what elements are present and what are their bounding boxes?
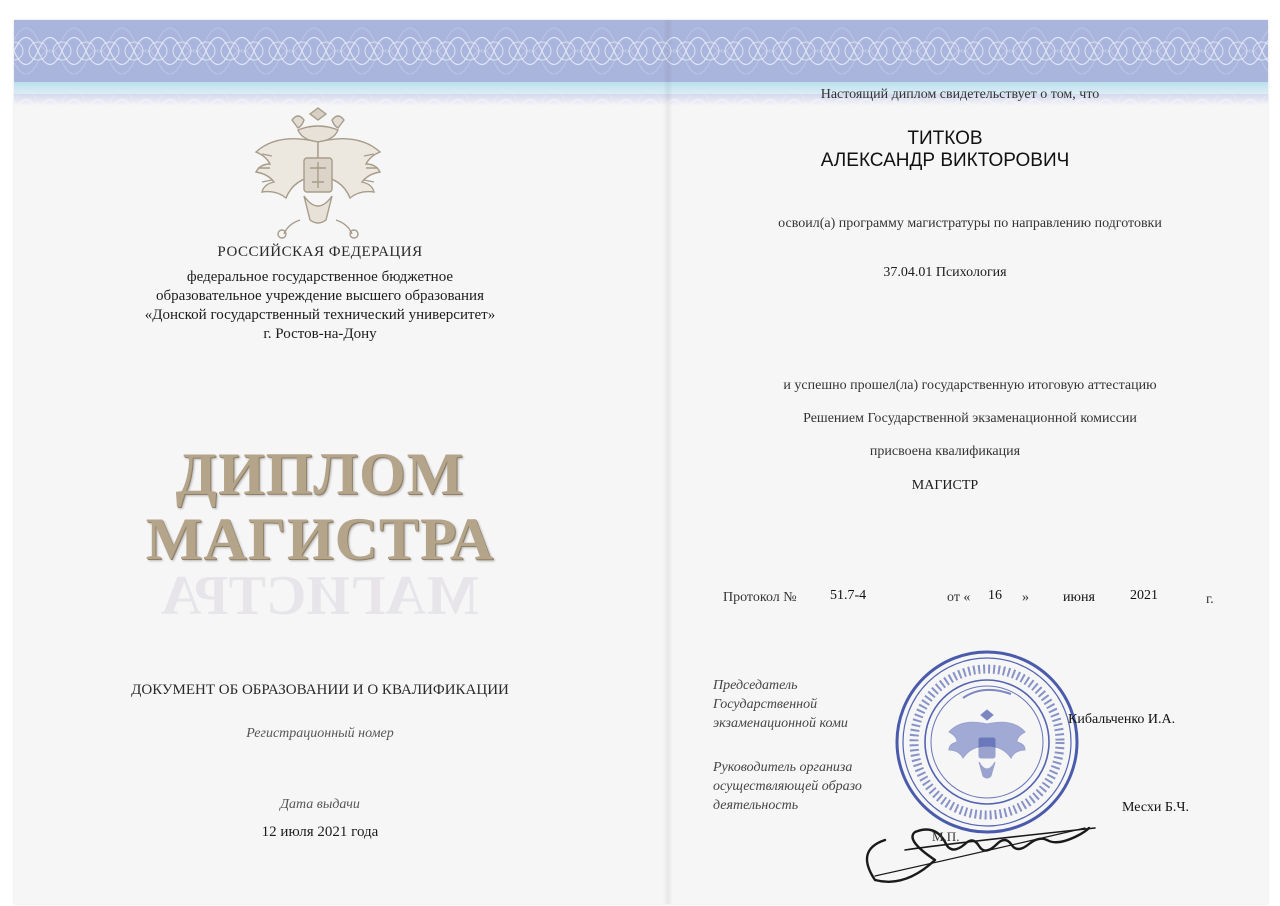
qualification-value: МАГИСТР [911, 478, 979, 493]
chair-title-line: экзаменационной коми [713, 716, 848, 731]
show-through-ghost-text: МАГИСТРА [161, 565, 479, 627]
diploma-title-line2: МАГИСТРА [145, 506, 495, 572]
organization-city: г. Ростов-на-Дону [263, 326, 377, 342]
document-type: ДОКУМЕНТ ОБ ОБРАЗОВАНИИ И О КВАЛИФИКАЦИИ [131, 682, 509, 698]
chair-title-line: Государственной [713, 697, 818, 712]
protocol-year: 2021 [1130, 588, 1158, 603]
protocol-label: Протокол № [723, 590, 797, 605]
organization-line: образовательное учреждение высшего образования [156, 288, 484, 304]
stamp-place-label: М.П. [932, 829, 960, 844]
issue-date-label: Дата выдачи [280, 797, 360, 812]
head-title-line: осуществляющей образо [713, 779, 862, 794]
protocol-month: июня [1063, 590, 1095, 605]
certify-intro: Настоящий диплом свидетельствует о том, что [820, 87, 1100, 102]
protocol-day: 16 [988, 588, 1002, 603]
head-title-line: Руководитель организа [713, 760, 853, 775]
chair-name: Кибальченко И.А. [1068, 712, 1176, 727]
registration-number-label: Регистрационный номер [246, 726, 394, 741]
program-text: освоил(а) программу магистратуры по направлению подготовки [778, 216, 1162, 231]
commission-text: Решением Государственной экзаменационной комиссии [803, 411, 1137, 426]
protocol-from: от « [947, 590, 971, 605]
attestation-text: и успешно прошел(ла) государственную итоговую аттестацию [783, 378, 1157, 393]
chair-title [713, 676, 913, 733]
protocol-close-quote: » [1022, 590, 1029, 605]
protocol-year-suffix: г. [1206, 592, 1214, 607]
chair-title-line: Председатель [713, 678, 798, 693]
coat-of-arms-emblem [248, 98, 388, 248]
handwritten-signature [845, 780, 1105, 890]
organization-line: федеральное государственное бюджетное [186, 269, 454, 285]
diploma-title-line1: ДИПЛОМ [175, 441, 465, 507]
issue-date-value: 12 июля 2021 года [261, 824, 379, 840]
organization-line: «Донской государственный технический университет» [144, 307, 496, 323]
specialty: 37.04.01 Психология [883, 265, 1007, 280]
graduate-surname: ТИТКОВ [907, 128, 983, 149]
protocol-number: 51.7-4 [830, 588, 867, 603]
country-name: РОССИЙСКАЯ ФЕДЕРАЦИЯ [217, 244, 423, 260]
organization-name [90, 268, 550, 344]
head-title-line: деятельность [713, 798, 799, 813]
head-name: Месхи Б.Ч. [1122, 800, 1189, 815]
graduate-given-names: АЛЕКСАНДР ВИКТОРОВИЧ [820, 150, 1070, 171]
qualification-label: присвоена квалификация [869, 444, 1021, 459]
